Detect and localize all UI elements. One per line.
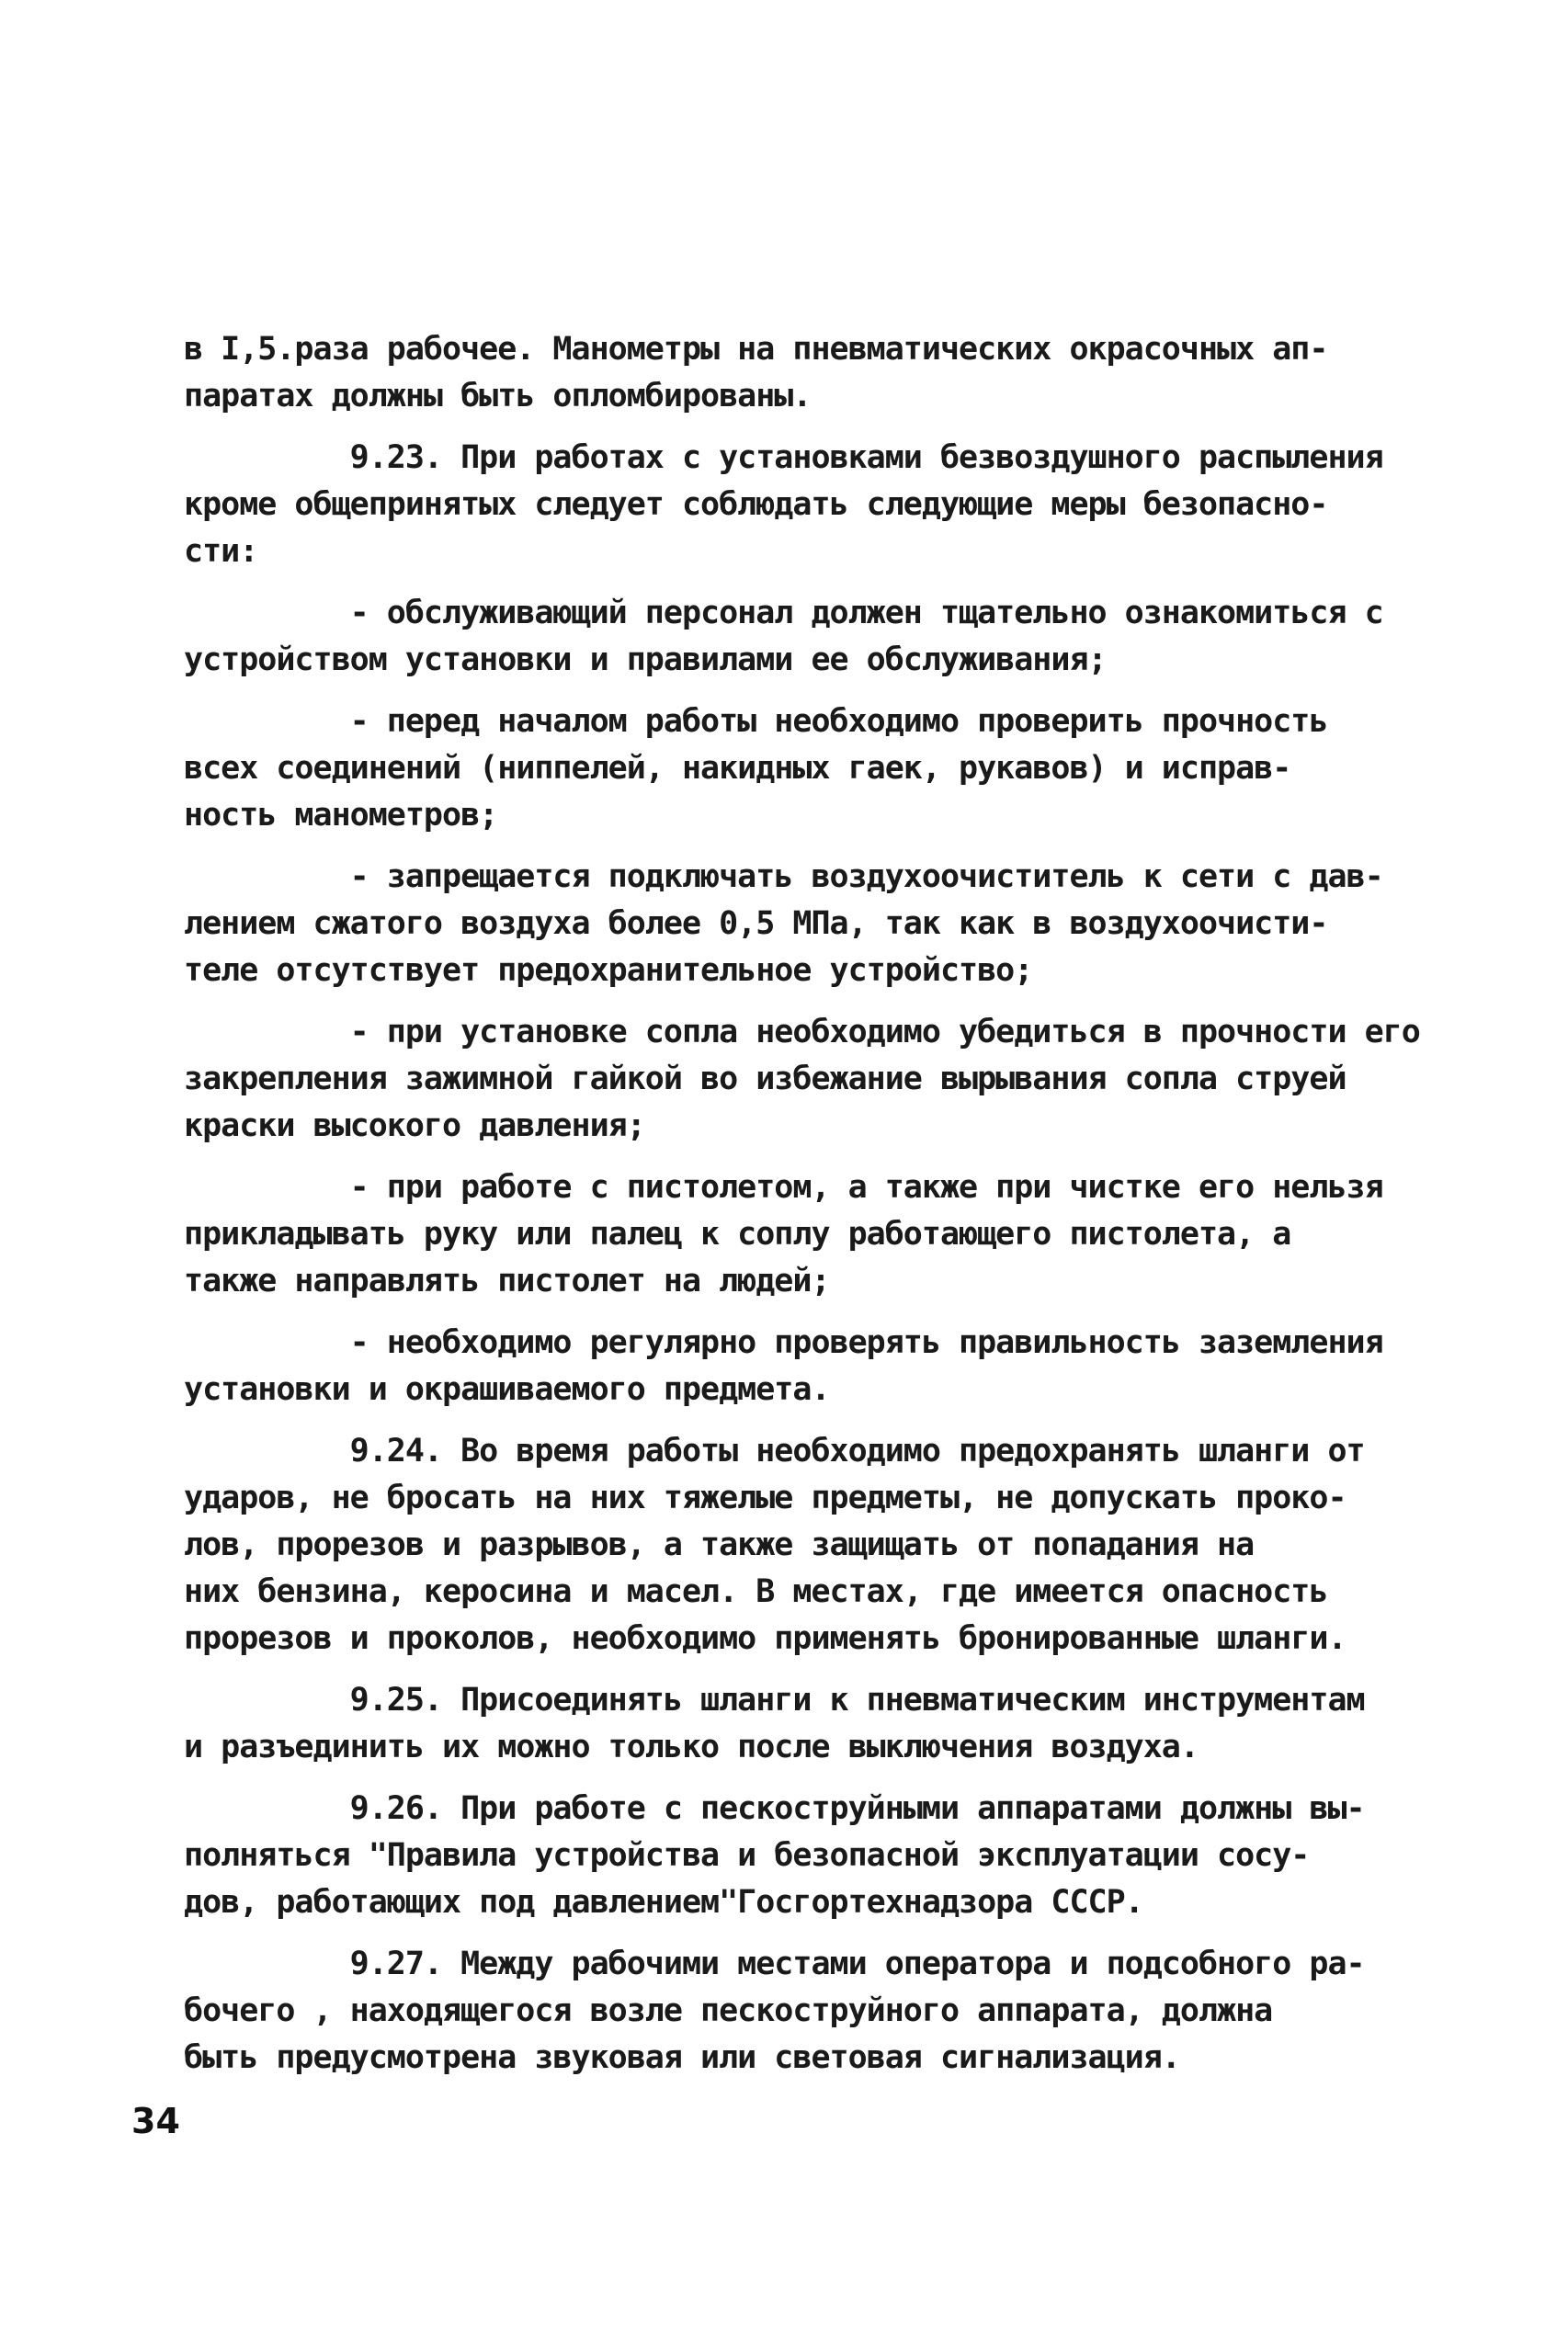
text-line: паратах должны быть опломбированы. [184,378,812,414]
text-line: лением сжатого воздуха более 0,5 МПа, так как в воздухоочисти- [184,905,1328,942]
text-line: 9.26. При работе с пескоструйными аппаратами должны вы- [184,1790,1365,1827]
text-line: - перед началом работы необходимо проверить прочность [184,703,1328,740]
text-line: краски высокого давления; [184,1107,645,1144]
text-line: 9.25. Присоединять шланги к пневматическим инструментам [184,1682,1365,1719]
text-line: также направлять пистолет на людей; [184,1263,830,1299]
text-line: - при работе с пистолетом, а также при чистке его нельзя [184,1169,1383,1206]
text-line: устройством установки и правилами ее обслуживания; [184,641,1107,678]
text-line: них бензина, керосина и масел. В местах, где имеется опасность [184,1573,1328,1610]
text-line: ность манометров; [184,797,498,834]
list-item-connections [184,698,1379,839]
document-body [184,326,1420,2096]
text-line: в I,5.раза рабочее. Манометры на пневматических окрасочных ап- [184,331,1328,368]
text-line: 9.24. Во время работы необходимо предохранять шланги от [184,1433,1365,1470]
text-line: 9.23. При работах с установками безвоздушного распыления [184,439,1383,476]
list-item-air-cleaner [184,854,1383,994]
text-line: - необходимо регулярно проверять правильность заземления [184,1324,1383,1361]
text-line: - при установке сопла необходимо убедиться в прочности его [184,1014,1420,1050]
paragraph-9-27 [184,1941,1379,2082]
page-number: 34 [131,2101,180,2141]
paragraph-9-26 [184,1786,1379,1926]
paragraph-intro-continuation [184,326,1379,420]
paragraph-9-23 [184,435,1383,575]
list-item-grounding [184,1320,1383,1413]
text-line: дов, работающих под давлением"Госгортехнадзора СССР. [184,1884,1143,1921]
list-item-nozzle [184,1009,1420,1150]
text-line: - запрещается подключать воздухоочиститель к сети с дав- [184,858,1383,895]
text-line: прорезов и проколов, необходимо применять бронированные шланги. [184,1620,1346,1657]
text-line: всех соединений (ниппелей, накидных гаек, рукавов) и исправ- [184,750,1291,787]
list-item-personnel [184,590,1383,684]
text-line: быть предусмотрена звуковая или световая сигнализация. [184,2039,1180,2076]
text-line: и разъединить их можно только после выключения воздуха. [184,1729,1199,1765]
text-line: лов, прорезов и разрывов, а также защищать от попадания на [184,1526,1255,1563]
text-line: 9.27. Между рабочими местами оператора и подсобного ра- [184,1946,1365,1982]
text-line: закрепления зажимной гайкой во избежание вырывания сопла струей [184,1061,1346,1097]
text-line: кроме общепринятых следует соблюдать следующие меры безопасно- [184,486,1328,523]
text-line: - обслуживающий персонал должен тщательно ознакомиться с [184,595,1383,631]
paragraph-9-24 [184,1428,1379,1662]
text-line: бочего , находящегося возле пескоструйного аппарата, должна [184,1992,1273,2029]
paragraph-9-25 [184,1677,1379,1771]
text-line: прикладывать руку или палец к соплу работающего пистолета, а [184,1216,1291,1253]
text-line: сти: [184,533,258,570]
list-item-pistol [184,1164,1383,1305]
text-line: установки и окрашиваемого предмета. [184,1371,830,1408]
text-line: теле отсутствует предохранительное устройство; [184,952,1033,989]
text-line: полняться "Правила устройства и безопасной эксплуатации сосу- [184,1837,1310,1874]
text-line: ударов, не бросать на них тяжелые предметы, не допускать проко- [184,1480,1346,1516]
